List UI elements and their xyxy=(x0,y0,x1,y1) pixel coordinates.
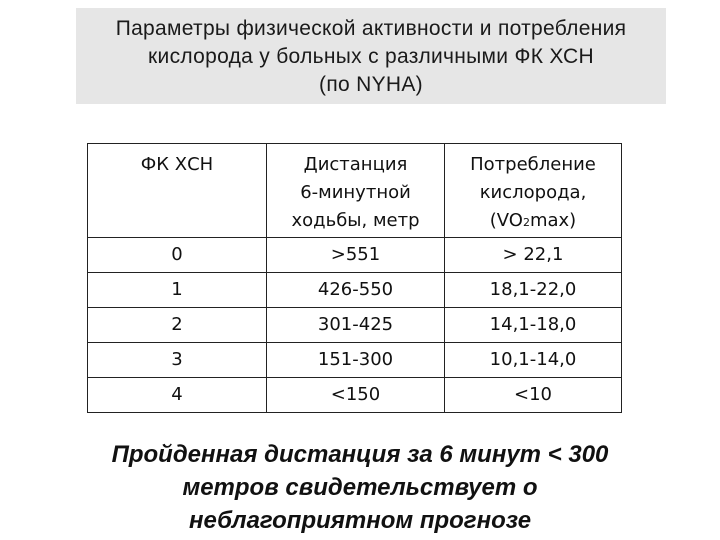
vo-subscript: 2 xyxy=(522,216,530,229)
vo-suffix: max) xyxy=(529,210,577,231)
cell-fk: 1 xyxy=(88,273,267,308)
header-fk-hsn-label: ФК ХСН xyxy=(140,154,214,175)
cell-fk: 4 xyxy=(88,378,267,413)
table-header-row xyxy=(88,144,622,238)
cell-oxygen: 10,1-14,0 xyxy=(445,343,622,378)
cell-distance: 151-300 xyxy=(267,343,445,378)
title-line-2: кислорода у больных с различными ФК ХСН xyxy=(148,45,594,68)
cell-fk: 2 xyxy=(88,308,267,343)
table-row xyxy=(88,238,622,273)
title-line-1: Параметры физической активности и потребления xyxy=(115,17,627,40)
slide-title xyxy=(76,8,666,104)
table-row xyxy=(88,273,622,308)
header-oxygen-line-1: Потребление xyxy=(470,154,596,175)
cell-fk: 0 xyxy=(88,238,267,273)
header-oxygen-consumption xyxy=(445,144,622,238)
cell-distance: <150 xyxy=(267,378,445,413)
header-oxygen-line-2: кислорода, xyxy=(479,182,587,203)
conclusion-line-3: неблагоприятном прогнозе xyxy=(188,507,532,534)
table-row xyxy=(88,308,622,343)
header-walk-distance xyxy=(267,144,445,238)
header-walk-distance-line-2: 6-минутной xyxy=(300,182,411,203)
vo-prefix: (VO xyxy=(489,210,523,231)
cell-oxygen: <10 xyxy=(445,378,622,413)
cell-distance: 426-550 xyxy=(267,273,445,308)
title-line-3: (по NYHA) xyxy=(319,73,423,96)
cell-distance: >551 xyxy=(267,238,445,273)
header-oxygen-line-3 xyxy=(445,207,621,237)
header-fk-hsn xyxy=(88,144,267,238)
cell-oxygen: 14,1-18,0 xyxy=(445,308,622,343)
cell-oxygen: > 22,1 xyxy=(445,238,622,273)
table-row xyxy=(88,343,622,378)
cell-distance: 301-425 xyxy=(267,308,445,343)
cell-oxygen: 18,1-22,0 xyxy=(445,273,622,308)
conclusion-text xyxy=(40,438,680,537)
cell-fk: 3 xyxy=(88,343,267,378)
parameters-table xyxy=(87,143,622,413)
conclusion-line-2: метров свидетельствует о xyxy=(182,474,538,501)
conclusion-line-1: Пройденная дистанция за 6 минут < 300 xyxy=(111,441,609,468)
header-walk-distance-line-1: Дистанция xyxy=(303,154,408,175)
table-row xyxy=(88,378,622,413)
header-walk-distance-line-3: ходьбы, метр xyxy=(291,210,420,231)
